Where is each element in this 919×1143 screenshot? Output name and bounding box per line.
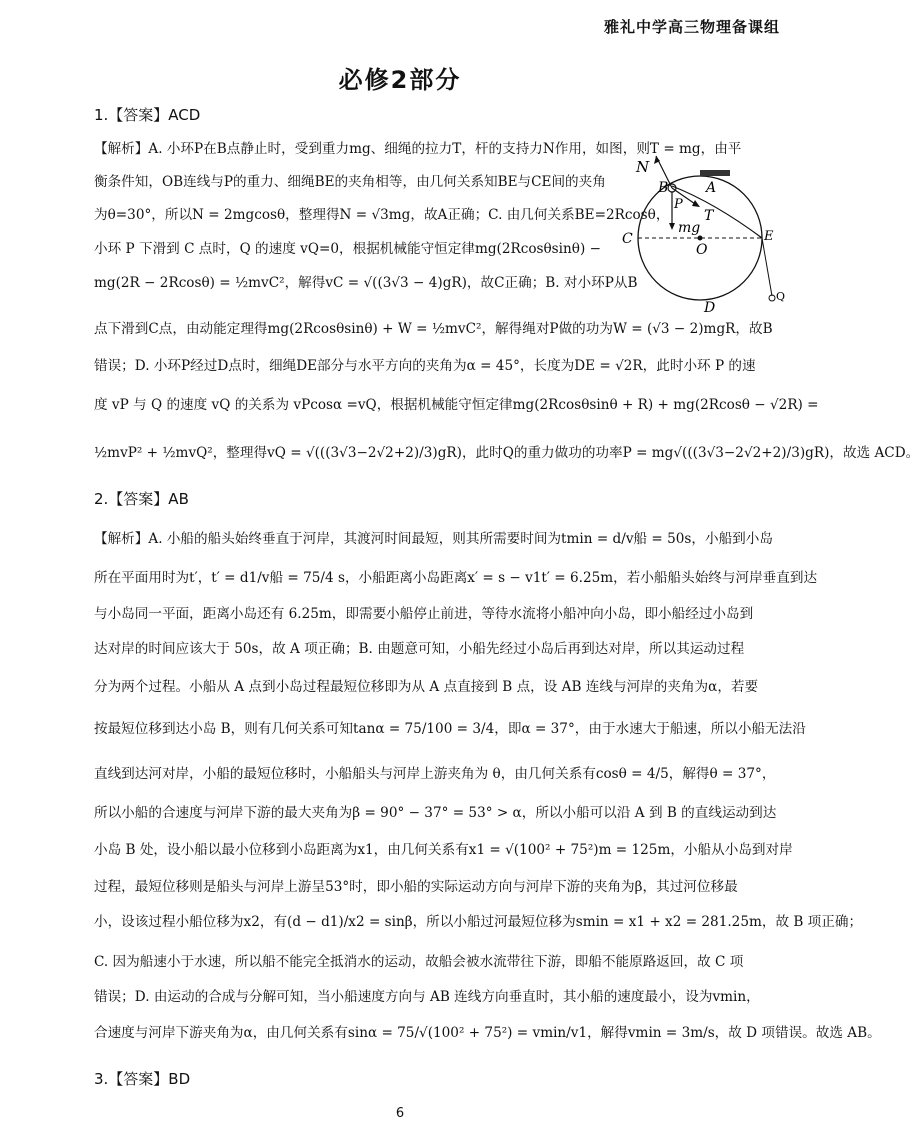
q1-line: ½mvP² + ½mvQ²，整理得vQ = √(((3√3−2√2+2)/3)gR)，此时Q的重力做功的功率P = mg√(((3√3−2√2+2)/3)gR)，故选 ACD。 [94, 445, 919, 461]
q1-line: mg(2R − 2Rcosθ) = ½mvC²，解得vC = √((3√3 − 4)gR)，故C正确；B. 对小环P从B [94, 275, 638, 291]
label-b: B [658, 180, 669, 196]
q2-line: 直线到达河对岸，小船的最短位移时，小船船头与河岸上游夹角为 θ，由几何关系有cosθ = 4/5，解得θ = 37°， [94, 766, 776, 782]
q1-line: 小环 P 下滑到 C 点时，Q 的速度 vQ=0，根据机械能守恒定律mg(2Rcosθsinθ) − [94, 241, 601, 257]
q2-line: 所在平面用时为t′，t′ = d1/v船 = 75/4 s，小船距离小岛距离x′ = s − v1t′ = 6.25m，若小船船头始终与河岸垂直到达 [94, 570, 818, 586]
q2-line: 小岛 B 处，设小船以最小位移到小岛距离为x1，由几何关系有x1 = √(100² + 75²)m = 125m，小船从小岛到对岸 [94, 842, 793, 858]
q2-line: 达对岸的时间应该大于 50s，故 A 项正确；B. 由题意可知，小船先经过小岛后再到达对岸，所以其运动过程 [94, 641, 745, 657]
label-c: C [622, 231, 633, 247]
label-p: P [674, 197, 683, 212]
label-o: O [696, 242, 708, 258]
q1-line: 【解析】A. 小环P在B点静止时，受到重力mg、细绳的拉力T，杆的支持力N作用，如图，则T = mg，由平 [94, 141, 742, 157]
q2-line: 与小岛同一平面，距离小岛还有 6.25m，即需要小船停止前进，等待水流将小船冲向小岛，即小船经过小岛到 [94, 606, 754, 622]
circle-ring-figure [620, 148, 790, 318]
gravity-arrowhead [669, 223, 675, 230]
label-n: N [636, 158, 650, 176]
q2-line: 按最短位移到达小岛 B，则有几何关系可知tanα = 75/100 = 3/4，即α = 37°，由于水速大于船速，所以小船无法沿 [94, 721, 806, 737]
header-school: 雅礼中学高三物理备课组 [603, 18, 780, 36]
q1-line: 衡条件知，OB连线与P的重力、细绳BE的夹角相等，由几何关系知BE与CE间的夹角 [94, 174, 606, 190]
label-q: Q [776, 290, 786, 303]
q2-line: C. 因为船速小于水速，所以船不能完全抵消水的运动，故船会被水流带往下游，即船不能原路返回，故 C 项 [94, 954, 744, 970]
q3-answer: 3.【答案】BD [94, 1070, 191, 1088]
q2-line: 过程，最短位移则是船头与河岸上游呈53°时，即小船的实际运动方向与河岸下游的夹角为β，其过河位移最 [94, 879, 738, 895]
center-o-dot [698, 236, 703, 241]
q2-line: 小，设该过程小船位移为x2，有(d − d1)/x2 = sinβ，所以小船过河最短位移为smin = x1 + x2 = 281.25m，故 B 项正确； [94, 914, 863, 930]
q1-line: 为θ=30°，所以N = 2mgcosθ，整理得N = √3mg，故A正确；C. 由几何关系BE=2Rcosθ， [94, 207, 670, 223]
page-number: 6 [395, 1106, 405, 1121]
section-title: 必修2部分 [338, 66, 462, 94]
q1-line: 错误；D. 小环P经过D点时，细绳DE部分与水平方向的夹角为α = 45°，长度为DE = √2R，此时小环 P 的速 [94, 358, 756, 374]
string-eq [762, 238, 772, 296]
q1-line: 点下滑到C点，由动能定理得mg(2Rcosθsinθ) + W = ½mvC²，解得绳对P做的功为W = (√3 − 2)mgR，故B [94, 321, 773, 337]
q2-line: 合速度与河岸下游夹角为α，由几何关系有sinα = 75/√(100² + 75²) = vmin/v1，解得vmin = 3m/s，故 D 项错误。故选 AB。 [94, 1025, 881, 1041]
q2-line: 【解析】A. 小船的船头始终垂直于河岸，其渡河时间最短，则其所需要时间为tmin = d/v船 = 50s，小船到小岛 [94, 531, 773, 547]
tension-arrowhead [692, 200, 700, 207]
q2-line: 分为两个过程。小船从 A 点到小岛过程最短位移即为从 A 点直接到 B 点，设 AB 连线与河岸的夹角为α，若要 [94, 679, 759, 695]
q2-answer: 2.【答案】AB [94, 490, 189, 508]
label-d: D [704, 300, 716, 316]
q2-line: 错误；D. 由运动的合成与分解可知，当小船速度方向与 AB 连线方向垂直时，其小船的速度最小，设为vmin， [94, 989, 760, 1005]
label-t: T [704, 208, 714, 224]
q1-answer: 1.【答案】ACD [94, 106, 201, 124]
q1-line: 度 vP 与 Q 的速度 vQ 的关系为 vPcosα =vQ，根据机械能守恒定律mg(2Rcosθsinθ + R) + mg(2Rcosθ − √2R) = [94, 397, 819, 413]
label-mg: mg [678, 220, 701, 236]
q2-line: 所以小船的合速度与河岸下游的最大夹角为β = 90° − 37° = 53° > α，所以小船可以沿 A 到 B 的直线运动到达 [94, 805, 777, 821]
label-a: A [706, 180, 717, 196]
label-e: E [764, 229, 774, 244]
top-bar [700, 170, 730, 176]
